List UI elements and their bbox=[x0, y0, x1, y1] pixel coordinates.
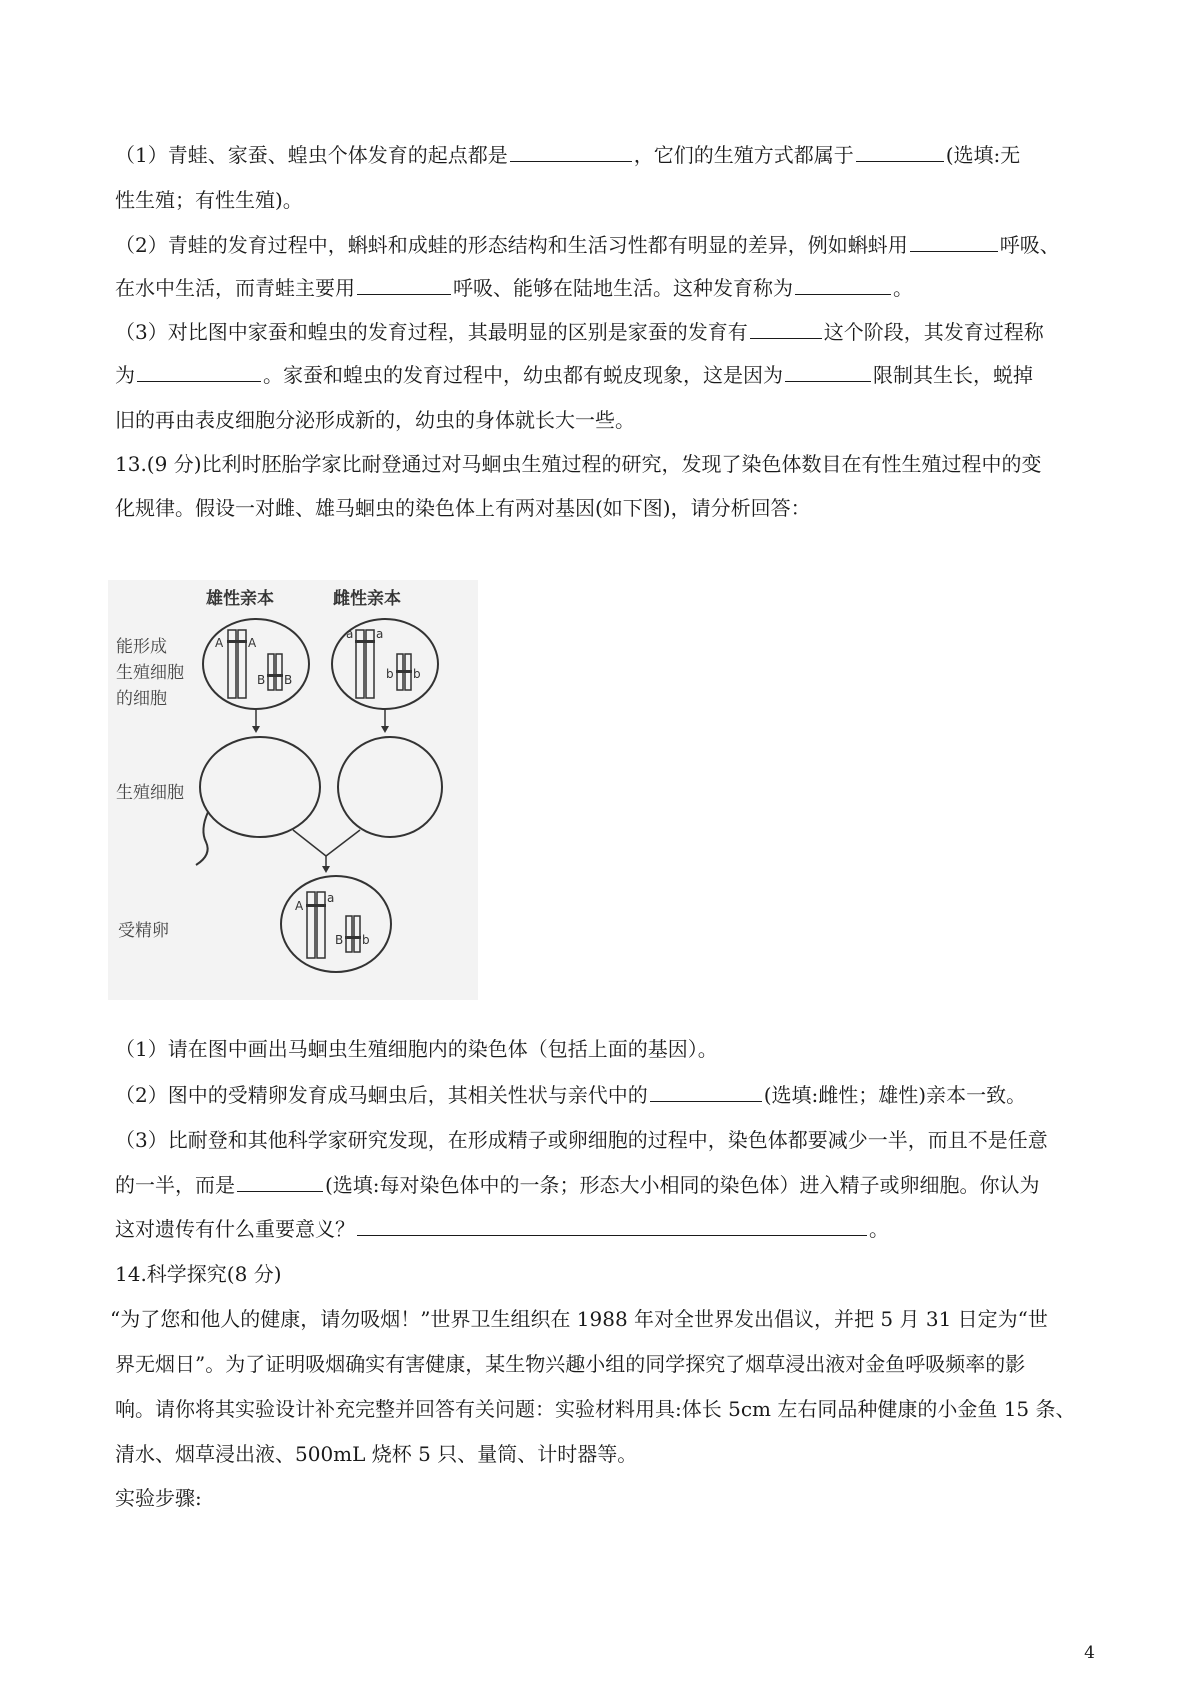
q13-intro-line2: 化规律。假设一对雌、雄马蛔虫的染色体上有两对基因(如下图)，请分析回答： bbox=[115, 496, 811, 520]
chromosome bbox=[307, 892, 315, 958]
q12-part2-line1: （2）青蛙的发育过程中，蝌蚪和成蛙的形态结构和生活习性都有明显的差异，例如蝌蚪用 呼吸、 bbox=[115, 233, 1060, 257]
q14-text-line3: 响。请你将其实验设计补充完整并回答有关问题：实验材料用具:体长 5cm 左右同品种健康的小金鱼 15 条、 bbox=[115, 1397, 1076, 1421]
zygote-row-label: 受精卵 bbox=[118, 921, 169, 941]
arrow-head bbox=[322, 866, 330, 873]
gene-band bbox=[306, 904, 326, 907]
row-label-line: 的细胞 bbox=[116, 689, 167, 709]
answer-blank[interactable] bbox=[785, 361, 871, 382]
answer-blank[interactable] bbox=[795, 274, 891, 295]
q14-text-line4: 清水、烟草浸出液、500mL 烧杯 5 只、量筒、计时器等。 bbox=[115, 1442, 638, 1466]
gene-band bbox=[267, 674, 283, 677]
chromosome bbox=[268, 654, 274, 690]
q13-intro-line1: 13.(9 分)比利时胚胎学家比耐登通过对马蛔虫生殖过程的研究，发现了染色体数目在有性生殖过程中的变 bbox=[115, 452, 1042, 476]
row-label-line: 生殖细胞 bbox=[116, 663, 184, 683]
q14-text-line1: “为了您和他人的健康，请勿吸烟！”世界卫生组织在 1988 年对全世界发出倡议，并把 5 月 31 日定为“世 bbox=[110, 1307, 1048, 1331]
answer-blank[interactable] bbox=[750, 318, 822, 339]
chromosome bbox=[354, 916, 360, 952]
q13-sub3-line2: 的一半，而是 (选填:每对染色体中的一条；形态大小相同的染色体）进入精子或卵细胞。你认为 bbox=[115, 1173, 1040, 1197]
gene-label: b bbox=[413, 667, 421, 681]
q12-part3-line3: 旧的再由表皮细胞分泌形成新的，幼虫的身体就长大一些。 bbox=[115, 408, 635, 432]
male-parent-label: 雄性亲本 bbox=[206, 589, 274, 609]
q12-part2-line2: 在水中生活，而青蛙主要用 呼吸、能够在陆地生活。这种发育称为 。 bbox=[115, 276, 913, 300]
chromosome bbox=[317, 892, 325, 958]
q13-sub3-line1: （3）比耐登和其他科学家研究发现，在形成精子或卵细胞的过程中，染色体都要减少一半，而且不是任意 bbox=[115, 1128, 1048, 1152]
gene-band bbox=[396, 670, 412, 673]
gene-label: a bbox=[376, 627, 384, 641]
gene-label: B bbox=[335, 933, 344, 947]
gene-label: B bbox=[257, 673, 266, 687]
answer-blank[interactable] bbox=[650, 1081, 762, 1102]
chromosome bbox=[276, 654, 282, 690]
gene-band bbox=[227, 640, 247, 643]
answer-blank[interactable] bbox=[510, 141, 632, 162]
sperm-tail bbox=[196, 812, 208, 865]
answer-blank[interactable] bbox=[137, 361, 261, 382]
q12-part1-line2: 性生殖；有性生殖)。 bbox=[115, 188, 303, 212]
gene-band bbox=[345, 936, 361, 939]
zygote-cell bbox=[281, 876, 391, 972]
gene-label: A bbox=[248, 636, 257, 650]
male-parent-cell bbox=[203, 619, 309, 709]
gene-label: a bbox=[346, 627, 354, 641]
q14-text-line2: 界无烟日”。为了证明吸烟确实有害健康，某生物兴趣小组的同学探究了烟草浸出液对金鱼呼吸频率的影 bbox=[115, 1352, 1026, 1376]
q13-sub1: （1）请在图中画出马蛔虫生殖细胞内的染色体（包括上面的基因）。 bbox=[115, 1037, 718, 1061]
arrow-head bbox=[381, 726, 389, 733]
gamete-row-label: 生殖细胞 bbox=[116, 783, 184, 803]
gene-label: a bbox=[327, 891, 335, 905]
q13-sub3-line3: 这对遗传有什么重要意义？ 。 bbox=[115, 1217, 889, 1241]
q13-sub2: （2）图中的受精卵发育成马蛔虫后，其相关性状与亲代中的 (选填:雌性；雄性)亲本一致。 bbox=[115, 1083, 1027, 1107]
gene-label: b bbox=[362, 933, 370, 947]
arrow-line bbox=[326, 830, 360, 856]
ascaris-reproduction-diagram bbox=[108, 580, 478, 1000]
q14-title: 14.科学探究(8 分) bbox=[115, 1262, 282, 1286]
answer-blank[interactable] bbox=[910, 231, 998, 252]
arrow-head bbox=[252, 726, 260, 733]
q12-part3-line1: （3）对比图中家蚕和蝗虫的发育过程，其最明显的区别是家蚕的发育有 这个阶段，其发育过程称 bbox=[115, 320, 1044, 344]
q14-steps-heading: 实验步骤: bbox=[115, 1486, 202, 1510]
sperm-cell bbox=[200, 737, 320, 837]
gene-label: A bbox=[215, 636, 224, 650]
egg-cell bbox=[338, 737, 442, 837]
arrow-line bbox=[293, 830, 326, 856]
gene-label: B bbox=[284, 673, 293, 687]
answer-blank[interactable] bbox=[357, 1215, 867, 1236]
answer-blank[interactable] bbox=[237, 1171, 323, 1192]
answer-blank[interactable] bbox=[357, 274, 451, 295]
diagram-svg bbox=[108, 580, 478, 1000]
page-number: 4 bbox=[1084, 1643, 1095, 1663]
row-label-line: 能形成 bbox=[116, 637, 167, 657]
gene-label: b bbox=[386, 667, 394, 681]
q12-part1-line1: （1）青蛙、家蚕、蝗虫个体发育的起点都是 ，它们的生殖方式都属于 (选填:无 bbox=[115, 143, 1021, 167]
q12-part3-line2: 为 。家蚕和蝗虫的发育过程中，幼虫都有蜕皮现象，这是因为 限制其生长，蜕掉 bbox=[115, 363, 1033, 387]
female-parent-label: 雌性亲本 bbox=[333, 589, 401, 609]
chromosome bbox=[346, 916, 352, 952]
gene-label: A bbox=[295, 899, 304, 913]
gene-band bbox=[355, 640, 375, 643]
answer-blank[interactable] bbox=[856, 141, 944, 162]
